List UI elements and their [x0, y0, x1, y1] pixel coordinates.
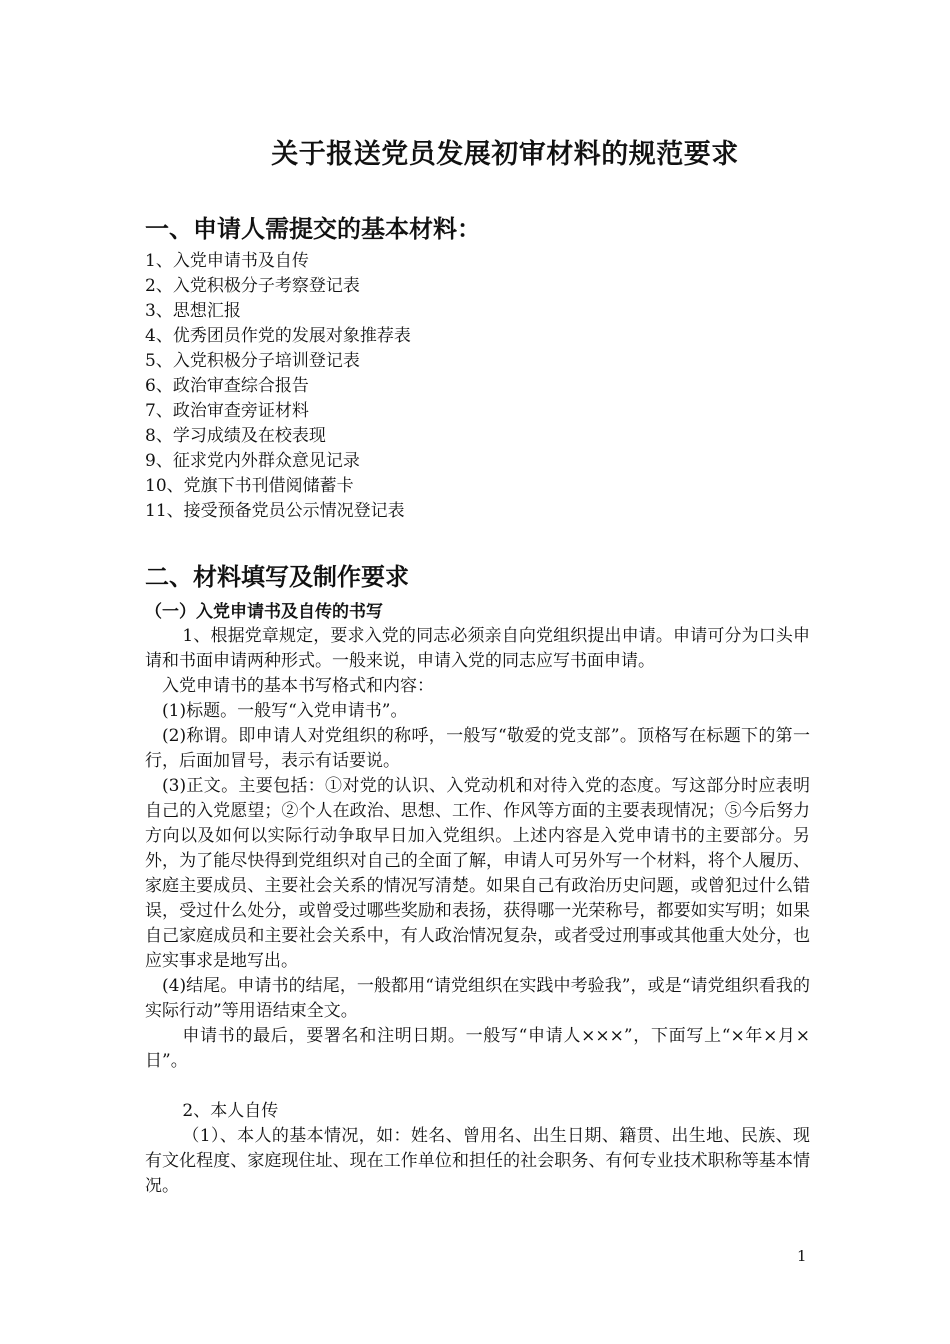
paragraph-gap — [145, 1074, 810, 1099]
page-number: 1 — [797, 1247, 807, 1265]
paragraph: (2)称谓。即申请人对党组织的称呼，一般写“敬爱的党支部”。顶格写在标题下的第一行，后面加冒号，表示有话要说。 — [145, 726, 810, 771]
list-item: 10、党旗下书刊借阅储蓄卡 — [145, 476, 354, 496]
list-item: 3、思想汇报 — [145, 301, 241, 321]
paragraph: 1、根据党章规定，要求入党的同志必须亲自向党组织提出申请。申请可分为口头申请和书面申请两种形式。一般来说，申请入党的同志应写书面申请。 — [145, 626, 810, 671]
list-item: 2、入党积极分子考察登记表 — [145, 276, 360, 296]
paragraph: (4)结尾。申请书的结尾，一般都用“请党组织在实践中考验我”，或是“请党组织看我的实际行动”等用语结束全文。 — [145, 976, 810, 1021]
list-item: 5、入党积极分子培训登记表 — [145, 351, 360, 371]
section-heading-requirements: 二、材料填写及制作要求 — [145, 563, 409, 591]
paragraph: 2、本人自传 — [182, 1101, 279, 1121]
paragraph: 申请书的最后，要署名和注明日期。一般写“申请人×××”，下面写上“×年×月×日”。 — [145, 1026, 810, 1071]
list-item: 1、入党申请书及自传 — [145, 251, 309, 271]
body-text — [145, 624, 810, 1199]
paragraph: (1)标题。一般写“入党申请书”。 — [162, 701, 408, 721]
paragraph: （1）、本人的基本情况，如：姓名、曾用名、出生日期、籍贯、出生地、民族、现有文化程度、家庭现住址、现在工作单位和担任的社会职务、有何专业技术职称等基本情况。 — [145, 1126, 810, 1196]
list-item: 9、征求党内外群众意见记录 — [145, 451, 360, 471]
list-item: 11、接受预备党员公示情况登记表 — [145, 501, 405, 521]
materials-list — [145, 249, 411, 524]
paragraph: 入党申请书的基本书写格式和内容： — [162, 676, 434, 696]
list-item: 4、优秀团员作党的发展对象推荐表 — [145, 326, 411, 346]
list-item: 8、学习成绩及在校表现 — [145, 426, 326, 446]
list-item: 6、政治审查综合报告 — [145, 376, 309, 396]
section-heading-basic-materials: 一、申请人需提交的基本材料： — [145, 215, 481, 243]
subsection-heading: （一）入党申请书及自传的书写 — [145, 602, 383, 622]
list-item: 7、政治审查旁证材料 — [145, 401, 309, 421]
document-title: 关于报送党员发展初审材料的规范要求 — [271, 139, 739, 170]
paragraph: (3)正文。主要包括：①对党的认识、入党动机和对待入党的态度。写这部分时应表明自己的入党愿望；②个人在政治、思想、工作、作风等方面的主要表现情况；⑤今后努力方向以及如何以实际行动争取早日加入党组织。上述内容是入党申请书的主要部分。另外，为了能尽快得到党组织对自己的全面了解，申请人可另外写一个材料，将个人履历、家庭主要成员、主要社会关系的情况写清楚。如果自己有政治历史问题，或曾犯过什么错误，受过什么处分，或曾受过哪些奖励和表扬，获得哪一光荣称号，都要如实写明；如果自己家庭成员和主要社会关系中，有人政治情况复杂，或者受过刑事或其他重大处分，也应实事求是地写出。 — [145, 776, 810, 971]
